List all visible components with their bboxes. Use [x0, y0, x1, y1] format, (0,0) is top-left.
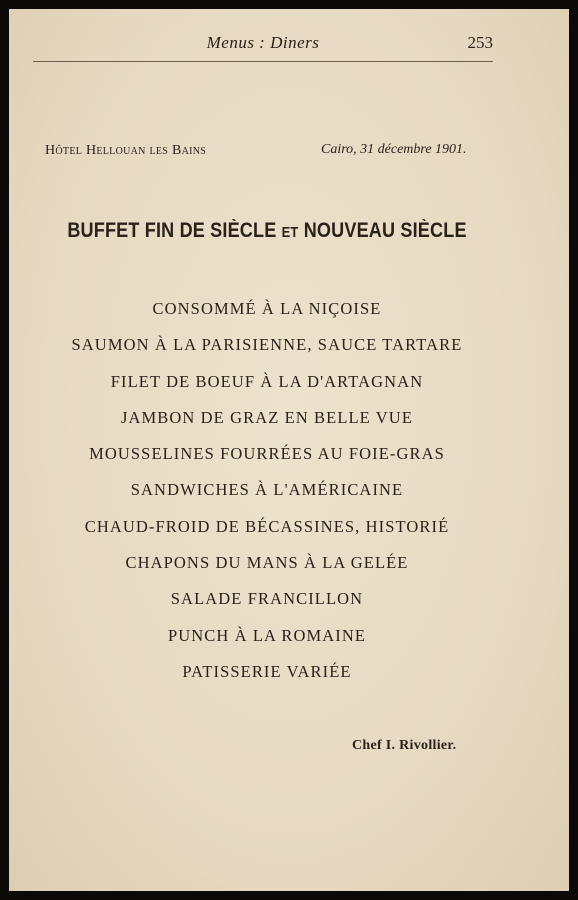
menu-title-conjunction: ET [281, 224, 299, 241]
book-page [9, 9, 569, 891]
hotel-name: Hôtel Hellouan les Bains [45, 143, 207, 158]
course-item: JAMBON DE GRAZ EN BELLE VUE [120, 407, 413, 427]
menu-title [66, 219, 468, 243]
course-item: SANDWICHES À L'AMÉRICAINE [130, 480, 404, 500]
page-number: 253 [467, 33, 493, 52]
menu-title-part2: NOUVEAU SIÈCLE [303, 219, 467, 242]
course-item: SAUMON À LA PARISIENNE, SAUCE TARTARE [71, 335, 463, 355]
course-item: CONSOMMÉ À LA NIÇOISE [152, 299, 382, 318]
course-item: CHAUD-FROID DE BÉCASSINES, HISTORIÉ [84, 516, 450, 536]
course-item: FILET DE BOEUF À LA D'ARTAGNAN [110, 371, 424, 391]
place-date: Cairo, 31 décembre 1901. [321, 142, 467, 157]
course-item: SALADE FRANCILLON [170, 589, 364, 609]
running-head [33, 31, 493, 62]
menu-title-part1: BUFFET FIN DE SIÈCLE [67, 219, 277, 242]
course-item: CHAPONS DU MANS À LA GELÉE [125, 553, 409, 573]
course-item: MOUSSELINES FOURRÉES AU FOIE-GRAS [89, 444, 445, 464]
course-item: PUNCH À LA ROMAINE [167, 625, 367, 645]
running-title: Menus : Diners [206, 33, 320, 52]
chef-signature: Chef I. Rivollier. [352, 738, 457, 753]
course-item: PATISSERIE VARIÉE [182, 661, 352, 681]
course-list [33, 297, 501, 696]
